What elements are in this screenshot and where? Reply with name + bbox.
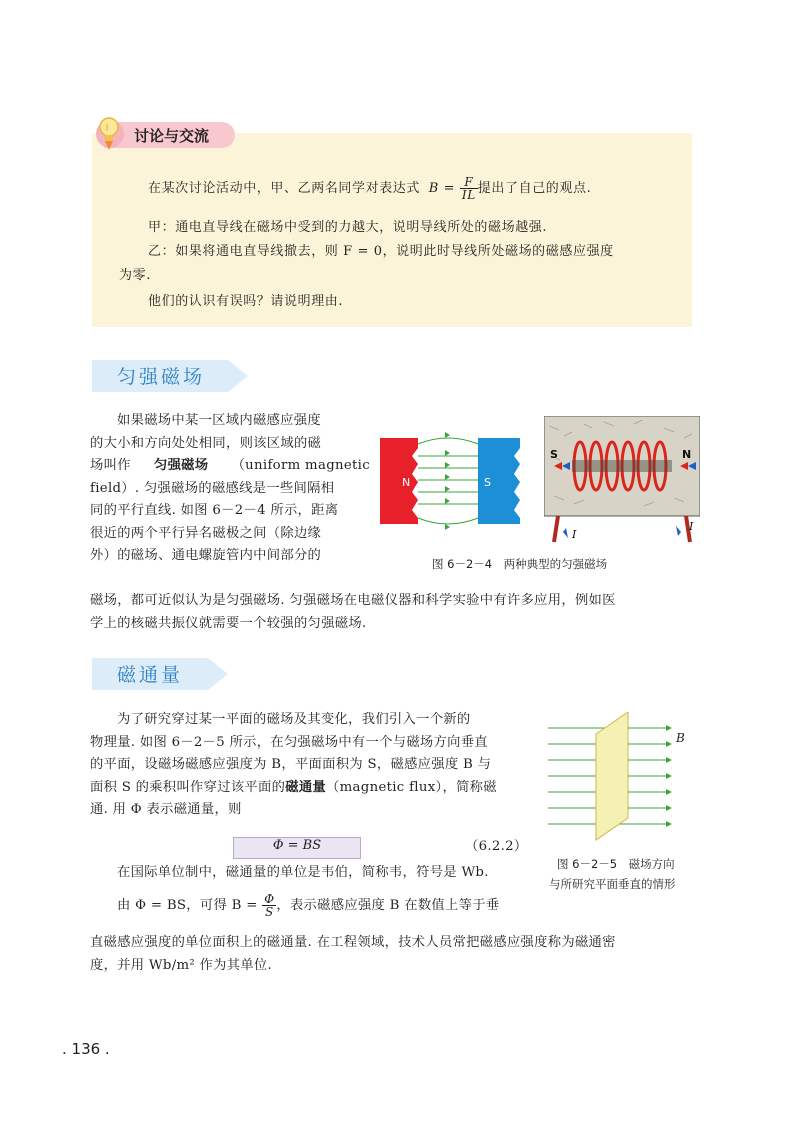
para-line xyxy=(90,455,370,478)
discussion-intro xyxy=(148,176,688,201)
coil-n-label: N xyxy=(682,448,692,461)
expr-lhs: B = xyxy=(428,181,456,196)
text-span: 场叫作 xyxy=(90,458,131,473)
unit-line: 在国际单位制中，磁通量的单位是韦伯，简称韦，符号是 Wb. xyxy=(117,865,489,880)
para-line: 为了研究穿过某一平面的磁场及其变化，我们引入一个新的 xyxy=(117,712,471,727)
section2-para xyxy=(90,709,536,822)
para-line xyxy=(90,777,536,800)
para-line: 如果磁场中某一区域内磁感应强度 xyxy=(117,413,321,428)
section1-para-cont xyxy=(90,590,710,635)
para-line: 的大小和方向处处相同，则该区域的磁 xyxy=(90,435,322,451)
field-b-label: B xyxy=(676,731,685,745)
figure-solenoid-photo xyxy=(544,416,700,546)
expr-denominator: IL xyxy=(461,188,476,202)
coil-s-label: S xyxy=(550,448,558,461)
lightbulb-icon xyxy=(96,114,122,152)
current-label-left: I xyxy=(572,528,577,541)
discussion-jia: 甲：通电直导线在磁场中受到的力越大，说明导线所处的磁场越强. xyxy=(148,220,548,235)
section-title-magnetic-flux: 磁通量 xyxy=(117,664,184,686)
para-line: field）. 匀强磁场的磁感线是一些间隔相 xyxy=(90,480,335,496)
section1-para xyxy=(90,410,370,568)
keyword-uniform-field: 匀强磁场 xyxy=(153,458,209,473)
figure-magnets xyxy=(380,430,520,530)
text-span: 由 Φ = BS，可得 B = xyxy=(117,898,258,913)
para-line: 直磁感应强度的单位面积上的磁通量. 在工程领域，技术人员常把磁感应强度称为磁通密 xyxy=(90,935,616,950)
para-line: 的平面，设磁场磁感应强度为 B，平面面积为 S，磁感应强度 B 与 xyxy=(90,757,492,772)
discussion-title: 讨论与交流 xyxy=(134,127,210,145)
para-line: 学上的核磁共振仪就需要一个较强的匀强磁场. xyxy=(90,615,367,631)
intro-text: 在某次讨论活动中，甲、乙两名同学对表达式 xyxy=(148,181,421,196)
figure-6-2-5-caption-2: 与所研究平面垂直的情形 xyxy=(549,877,676,891)
expr-fraction xyxy=(460,176,478,201)
intro-after-text: 提出了自己的观点. xyxy=(477,181,592,196)
text-span: ，表示磁感应强度 B 在数值上等于垂 xyxy=(276,898,500,913)
discussion-yi-line1: 乙：如果将通电直导线撤去，则 F = 0，说明此时导线所处磁场的磁感应强度 xyxy=(148,244,614,259)
derive-denominator: S xyxy=(265,905,274,919)
current-label-right: I xyxy=(689,520,694,533)
magnet-s-label: S xyxy=(484,476,491,489)
text-span: （uniform magnetic xyxy=(231,458,370,473)
text-span: 面积 S 的乘积叫作穿过该平面的 xyxy=(90,779,286,795)
keyword-magnetic-flux: 磁通量 xyxy=(285,779,327,795)
para-line: 同的平行直线. 如图 6－2－4 所示，距离 xyxy=(90,503,339,518)
section-title-uniform-field: 匀强磁场 xyxy=(117,366,206,388)
para-line: 度，并用 Wb/m² 作为其单位. xyxy=(90,957,273,973)
text-span: （magnetic flux），简称磁 xyxy=(326,779,497,795)
section2-last xyxy=(90,932,710,977)
derive-numerator: Φ xyxy=(264,892,275,906)
page-number: . 136 . xyxy=(62,1040,110,1058)
figure-flux-plane xyxy=(548,712,698,842)
para-line: 物理量. 如图 6－2－5 所示，在匀强磁场中有一个与磁场方向垂直 xyxy=(90,734,488,750)
formula-number: （6.2.2） xyxy=(465,839,528,854)
figure-6-2-5-caption-1: 图 6－2－5 磁场方向 xyxy=(557,857,675,871)
para-line: 磁场，都可近似认为是匀强磁场. 匀强磁场在电磁仪器和科学实验中有许多应用，例如医 xyxy=(90,593,616,608)
figure-6-2-4-caption: 图 6－2－4 两种典型的匀强磁场 xyxy=(432,557,608,571)
formula-flux: Φ = BS xyxy=(272,838,322,853)
magnet-n-label: N xyxy=(402,476,411,489)
para-line: 通. 用 Φ 表示磁通量，则 xyxy=(90,802,242,817)
para-line: 外）的磁场、通电螺旋管内中间部分的 xyxy=(90,548,322,563)
discussion-question: 他们的认识有误吗？请说明理由. xyxy=(148,294,344,309)
discussion-yi-line2: 为零. xyxy=(119,268,151,283)
expr-numerator: F xyxy=(460,176,478,189)
derive-fraction xyxy=(262,893,276,918)
para-line: 很近的两个平行异名磁极之间（除边缘 xyxy=(90,525,322,541)
derive-line xyxy=(117,893,547,918)
